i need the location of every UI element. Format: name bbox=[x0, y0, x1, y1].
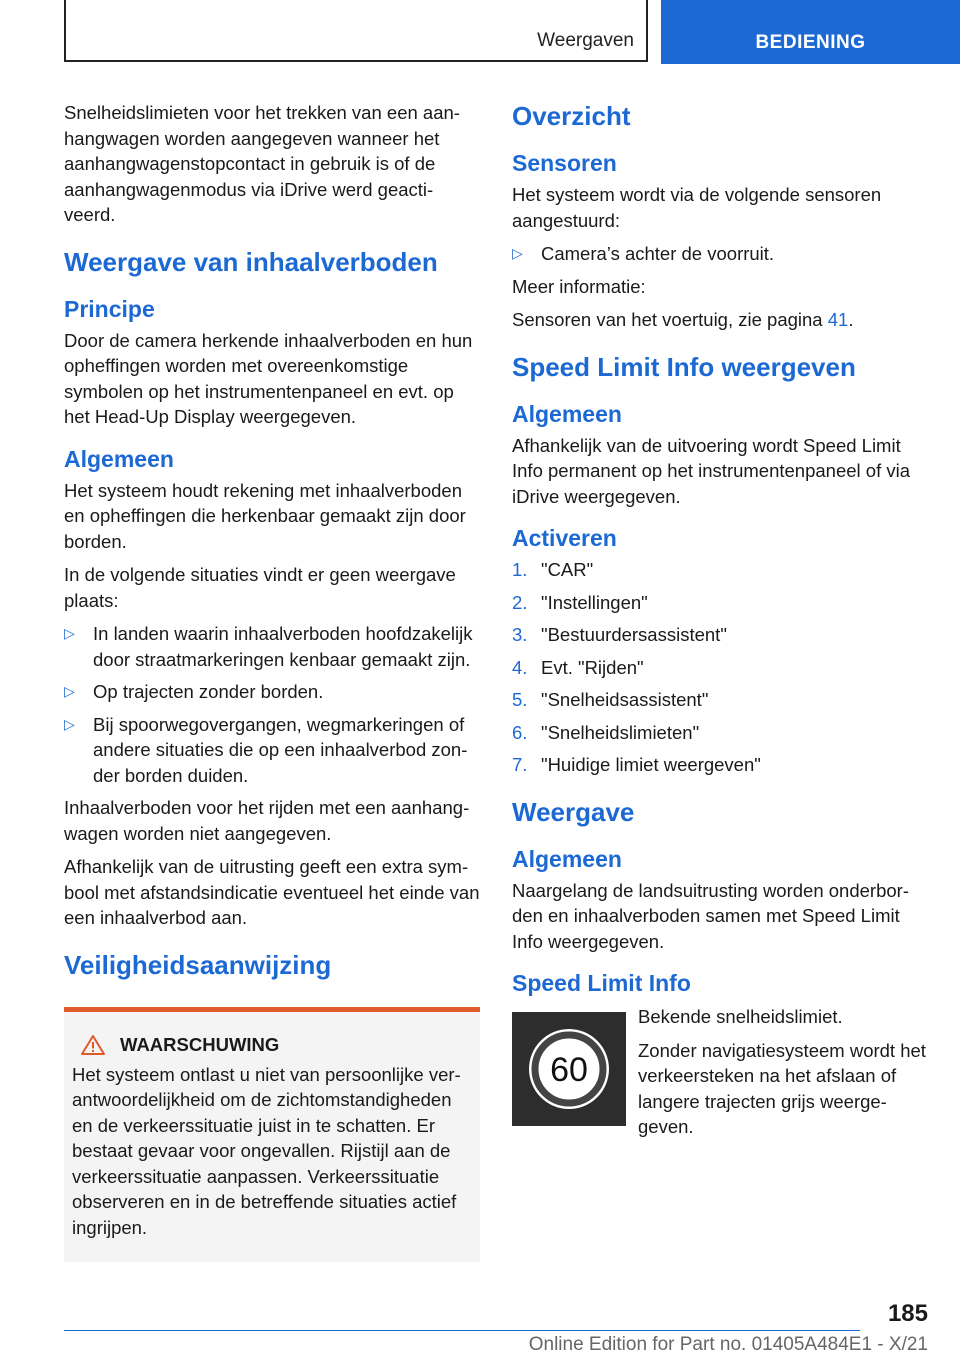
footer-edition: Online Edition for Part no. 01405A484E1 - X/21 bbox=[528, 1334, 928, 1355]
heading-speed-limit-info: Speed Limit Info weergeven bbox=[512, 351, 856, 382]
footer-divider bbox=[64, 1330, 860, 1331]
warning-triangle-icon bbox=[80, 1034, 106, 1056]
situations-list bbox=[64, 621, 480, 788]
step-text: "Huidige limiet weergeven" bbox=[541, 754, 761, 775]
header-section-title: Weergaven bbox=[537, 30, 634, 51]
list-item-text: Camera’s achter de voorruit. bbox=[541, 243, 775, 264]
right-column bbox=[512, 100, 926, 1148]
list-item-text: Bij spoorwegovergangen, wegmarkeringen of andere situaties die op een inhaalverbod zon-der borden duiden. bbox=[93, 713, 468, 786]
list-item bbox=[512, 622, 926, 648]
triangle-bullet-icon: ▷ bbox=[64, 715, 75, 732]
list-item bbox=[64, 712, 480, 789]
step-text: "Snelheidsassistent" bbox=[541, 689, 709, 710]
heading-activate: Activeren bbox=[512, 525, 617, 551]
list-item bbox=[512, 752, 926, 778]
warning-title: WAARSCHUWING bbox=[120, 1033, 280, 1055]
list-item bbox=[512, 590, 926, 616]
sign-value: 60 bbox=[550, 1051, 588, 1089]
step-number: 5. bbox=[512, 689, 528, 710]
triangle-bullet-icon: ▷ bbox=[64, 625, 75, 641]
list-item bbox=[512, 557, 926, 583]
header-section-box bbox=[64, 0, 648, 62]
step-number: 3. bbox=[512, 624, 528, 645]
step-number: 7. bbox=[512, 754, 528, 775]
heading-sli: Speed Limit Info bbox=[512, 970, 691, 996]
list-item bbox=[512, 241, 926, 267]
step-number: 4. bbox=[512, 656, 528, 678]
heading-general: Algemeen bbox=[512, 400, 622, 427]
heading-display: Weergave bbox=[512, 796, 635, 827]
header-chapter-tab: BEDIENING bbox=[661, 0, 960, 64]
step-number: 1. bbox=[512, 559, 528, 580]
page-link[interactable]: 41 bbox=[827, 309, 849, 330]
step-text: "Instellingen" bbox=[541, 591, 648, 613]
list-item bbox=[64, 679, 480, 705]
list-item bbox=[512, 655, 926, 681]
warning-text: Het systeem ontlast u niet van persoonlijke ver-antwoordelijkheid om de zichtomstandigheden en de verkeerssituatie juist in te schatten. Er bestaat gevaar voor ongevallen. Rijstijl aan de verkeerssituatie aanpassen. Verkeerssituatie observeren en in de betreffende situaties actief ingrijpen. bbox=[72, 1063, 461, 1238]
reference-end: . bbox=[848, 309, 854, 330]
step-text: "Snelheidslimieten" bbox=[541, 721, 700, 743]
speed-limit-sign-icon bbox=[524, 1024, 614, 1114]
more-info-label: Meer informatie: bbox=[512, 275, 646, 297]
triangle-bullet-icon: ▷ bbox=[512, 245, 523, 261]
extra-symbol-text: Afhankelijk van de uitrusting geeft een extra sym-bool met afstandsindicatie eventueel het einde van een inhaalverbod aan. bbox=[64, 856, 480, 928]
reference-text: Sensoren van het voertuig, zie pagina bbox=[512, 309, 823, 330]
list-item bbox=[64, 621, 480, 672]
heading-general: Algemeen bbox=[64, 445, 174, 472]
heading-principle: Principe bbox=[64, 295, 155, 322]
sli-general-text: Afhankelijk van de uitvoering wordt Speed Limit Info permanent op het instrumentenpaneel of via iDrive weergegeven. bbox=[512, 434, 911, 507]
step-number: 6. bbox=[512, 721, 528, 743]
left-column bbox=[64, 100, 480, 1262]
speed-limit-sign-image bbox=[512, 1012, 626, 1126]
step-text: Evt. "Rijden" bbox=[541, 656, 644, 678]
sli-description bbox=[638, 1004, 926, 1148]
step-text: "Bestuurdersassistent" bbox=[541, 624, 727, 645]
heading-overtaking: Weergave van inhaalverboden bbox=[64, 246, 438, 277]
heading-safety: Veiligheidsaanwijzing bbox=[64, 949, 332, 980]
warning-box bbox=[64, 1007, 480, 1263]
sli-text-known: Bekende snelheidslimiet. bbox=[638, 1006, 843, 1027]
sensors-reference bbox=[512, 307, 926, 333]
triangle-bullet-icon: ▷ bbox=[64, 683, 75, 699]
sli-text-grey: Zonder navigatiesysteem wordt het verkeersteken na het afslaan of langere trajecten grijs weerge-geven. bbox=[638, 1039, 926, 1137]
list-item-text: In landen waarin inhaalverboden hoofdzakelijk door straatmarkeringen kenbaar gemaakt zijn. bbox=[93, 623, 473, 670]
heading-overview: Overzicht bbox=[512, 101, 631, 131]
general-text: Het systeem houdt rekening met inhaalverboden en opheffingen die herkenbaar gemaakt zijn door borden. bbox=[64, 479, 466, 552]
trailer-text: Inhaalverboden voor het rijden met een aanhang-wagen worden niet aangegeven. bbox=[64, 797, 470, 844]
step-number: 2. bbox=[512, 591, 528, 613]
page-number: 185 bbox=[887, 1300, 928, 1327]
heading-sensors: Sensoren bbox=[512, 150, 617, 176]
list-item bbox=[512, 720, 926, 746]
heading-general-2: Algemeen bbox=[512, 845, 622, 872]
step-text: "CAR" bbox=[541, 559, 594, 580]
sensors-list bbox=[512, 241, 926, 267]
list-item bbox=[512, 687, 926, 713]
principle-text: Door de camera herkende inhaalverboden en hun opheffingen worden met overeenkomstige symbolen op het instrumentenpaneel en evt. op het Head-Up Display weergegeven. bbox=[64, 329, 473, 427]
speed-limit-info-block bbox=[512, 1004, 926, 1148]
activation-steps bbox=[512, 557, 926, 778]
warning-title-row bbox=[72, 1034, 470, 1056]
list-item-text: Op trajecten zonder borden. bbox=[93, 681, 324, 702]
intro-paragraph: Snelheidslimieten voor het trekken van een aan-hangwagen worden aangegeven wanneer het aanhangwagenstopcontact in gebruik is of de aanhangwagenmodus via iDrive werd geacti-veerd. bbox=[64, 102, 460, 225]
display-text: Naargelang de landsuitrusting worden onderbor-den en inhaalverboden samen met Speed Limit Info weergegeven. bbox=[512, 879, 909, 952]
sensors-text: Het systeem wordt via de volgende sensoren aangestuurd: bbox=[512, 184, 882, 231]
situations-intro: In de volgende situaties vindt er geen weergave plaats: bbox=[64, 564, 456, 611]
